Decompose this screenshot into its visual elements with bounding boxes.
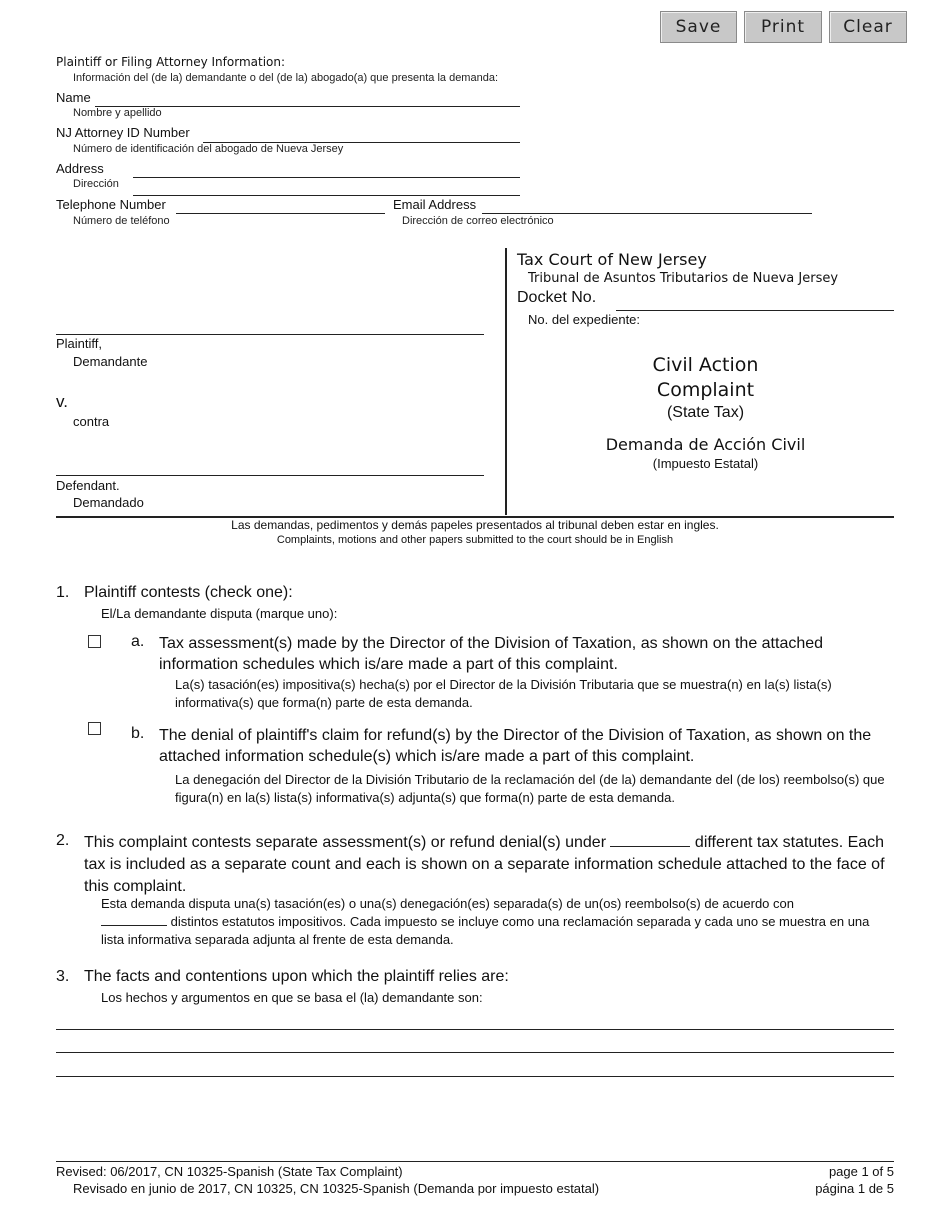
docket-label: Docket No.: [517, 289, 597, 306]
item2-text-es: [101, 895, 895, 949]
option-a-checkbox[interactable]: [88, 635, 101, 648]
phone-field[interactable]: [176, 213, 385, 214]
notice-es: Las demandas, pedimentos y demás papeles presentados al tribunal deben estar en ingles.: [231, 518, 719, 532]
versus-label: v.: [56, 392, 68, 411]
option-a-text: Tax assessment(s) made by the Director of the Division of Taxation, as shown on the attached information schedules which is/are made a part of this complaint.: [159, 635, 824, 673]
facts-line-1[interactable]: [56, 1029, 894, 1030]
item1-number: 1.: [56, 584, 70, 601]
option-b-text: The denial of plaintiff's claim for refund(s) by the Director of the Division of Taxation, as shown on the attached information schedule(s) which is/are made a part of this complaint.: [159, 727, 872, 765]
statute-count-field-es[interactable]: [101, 913, 167, 926]
address-label-es: Dirección: [73, 178, 119, 190]
defendant-label-es: Demandado: [73, 495, 144, 510]
notice-en: Complaints, motions and other papers submitted to the court should be in English: [276, 534, 674, 546]
court-name-es: Tribunal de Asuntos Tributarios de Nueva Jersey: [528, 271, 839, 286]
item2-es-pre: Esta demanda disputa una(s) tasación(es) o una(s) denegación(es) separada(s) de un(os) reembolso(s) de acuerdo con: [101, 896, 794, 911]
nj-id-label-es: Número de identificación del abogado de Nueva Jersey: [73, 143, 344, 155]
address-field-2[interactable]: [133, 195, 520, 196]
nj-id-label: NJ Attorney ID Number: [56, 125, 190, 140]
option-b-letter: b.: [131, 725, 145, 742]
footer-page-es: página 1 de 5: [815, 1181, 894, 1196]
plaintiff-label-es: Demandante: [73, 354, 148, 369]
footer-page: page 1 of 5: [828, 1164, 894, 1179]
name-label-es: Nombre y apellido: [73, 107, 162, 119]
item2-text-pre: This complaint contests separate assessment(s) or refund denial(s) under: [84, 834, 607, 851]
option-a-text-es: La(s) tasación(es) impositiva(s) hecha(s) por el Director de la División Tributaria que se muestra(n) en la(s) lista(s) informativa(s) que forma(n) parte de esta demanda.: [175, 677, 832, 710]
option-b-checkbox[interactable]: [88, 722, 101, 735]
clear-button[interactable]: Clear: [829, 11, 907, 43]
item2-text-post: different tax statutes.: [694, 834, 844, 851]
item1-title: Plaintiff contests (check one):: [84, 584, 293, 601]
form-title-2: Complaint: [656, 379, 755, 401]
option-b-text-es: La denegación del Director de la División Tributario de la reclamación del (de la) demandante del (de los) reembolso(s) que figura(n) en la(s) lista(s) informativa(s) adjunta(s) que forma(n) parte de esta demanda.: [175, 772, 885, 805]
phone-label-es: Número de teléfono: [73, 215, 170, 227]
email-label: Email Address: [393, 197, 477, 212]
versus-label-es: contra: [73, 414, 110, 429]
address-label: Address: [56, 161, 104, 176]
form-title-1: Civil Action: [652, 354, 759, 376]
footer-revised: Revised: 06/2017, CN 10325-Spanish (State Tax Complaint): [56, 1164, 403, 1179]
caption-divider: [505, 248, 507, 515]
item2-number: 2.: [56, 832, 70, 849]
save-button[interactable]: Save: [660, 11, 737, 43]
email-field[interactable]: [482, 213, 812, 214]
docket-label-es: No. del expediente:: [528, 312, 641, 327]
form-title-es-1: Demanda de Acción Civil: [605, 435, 806, 454]
footer-revised-es: Revisado en junio de 2017, CN 10325, CN 10325-Spanish (Demanda por impuesto estatal): [73, 1181, 600, 1196]
facts-line-2[interactable]: [56, 1052, 894, 1053]
docket-field[interactable]: [616, 310, 894, 311]
form-title-es-2: (Impuesto Estatal): [652, 456, 759, 471]
statute-count-field[interactable]: [610, 832, 690, 847]
item3-title: The facts and contentions upon which the plaintiff relies are:: [84, 968, 509, 985]
item3-title-es: Los hechos y argumentos en que se basa el (la) demandante son:: [101, 990, 483, 1005]
item2-es-post: distintos estatutos impositivos. Cada impuesto se incluye como una reclamación separada y cada uno se muestra en una lista informativa separada adjunta al frente de esta demanda.: [101, 914, 870, 947]
item1-title-es: El/La demandante disputa (marque uno):: [101, 606, 338, 621]
phone-label: Telephone Number: [56, 197, 166, 212]
facts-line-3[interactable]: [56, 1076, 894, 1077]
item2-text: [84, 832, 895, 898]
name-label: Name: [56, 90, 91, 105]
court-name: Tax Court of New Jersey: [517, 250, 707, 269]
plaintiff-field[interactable]: [56, 334, 484, 335]
footer-rule: [56, 1161, 894, 1162]
form-title-3: (State Tax): [666, 404, 745, 421]
item2-text-rest: Each tax is included as a separate count and each is shown on a separate information schedule attached to the face of this complaint.: [84, 834, 885, 895]
item3-number: 3.: [56, 968, 70, 985]
defendant-field[interactable]: [56, 475, 484, 476]
defendant-label: Defendant.: [56, 478, 120, 493]
address-field-1[interactable]: [133, 177, 520, 178]
plaintiff-label: Plaintiff,: [56, 336, 103, 351]
attorney-header-es: Información del (de la) demandante o del (de la) abogado(a) que presenta la demanda:: [73, 72, 498, 84]
option-a-letter: a.: [131, 633, 145, 650]
print-button[interactable]: Print: [744, 11, 822, 43]
email-label-es: Dirección de correo electrónico: [402, 215, 554, 227]
attorney-header: Plaintiff or Filing Attorney Information:: [56, 55, 286, 69]
